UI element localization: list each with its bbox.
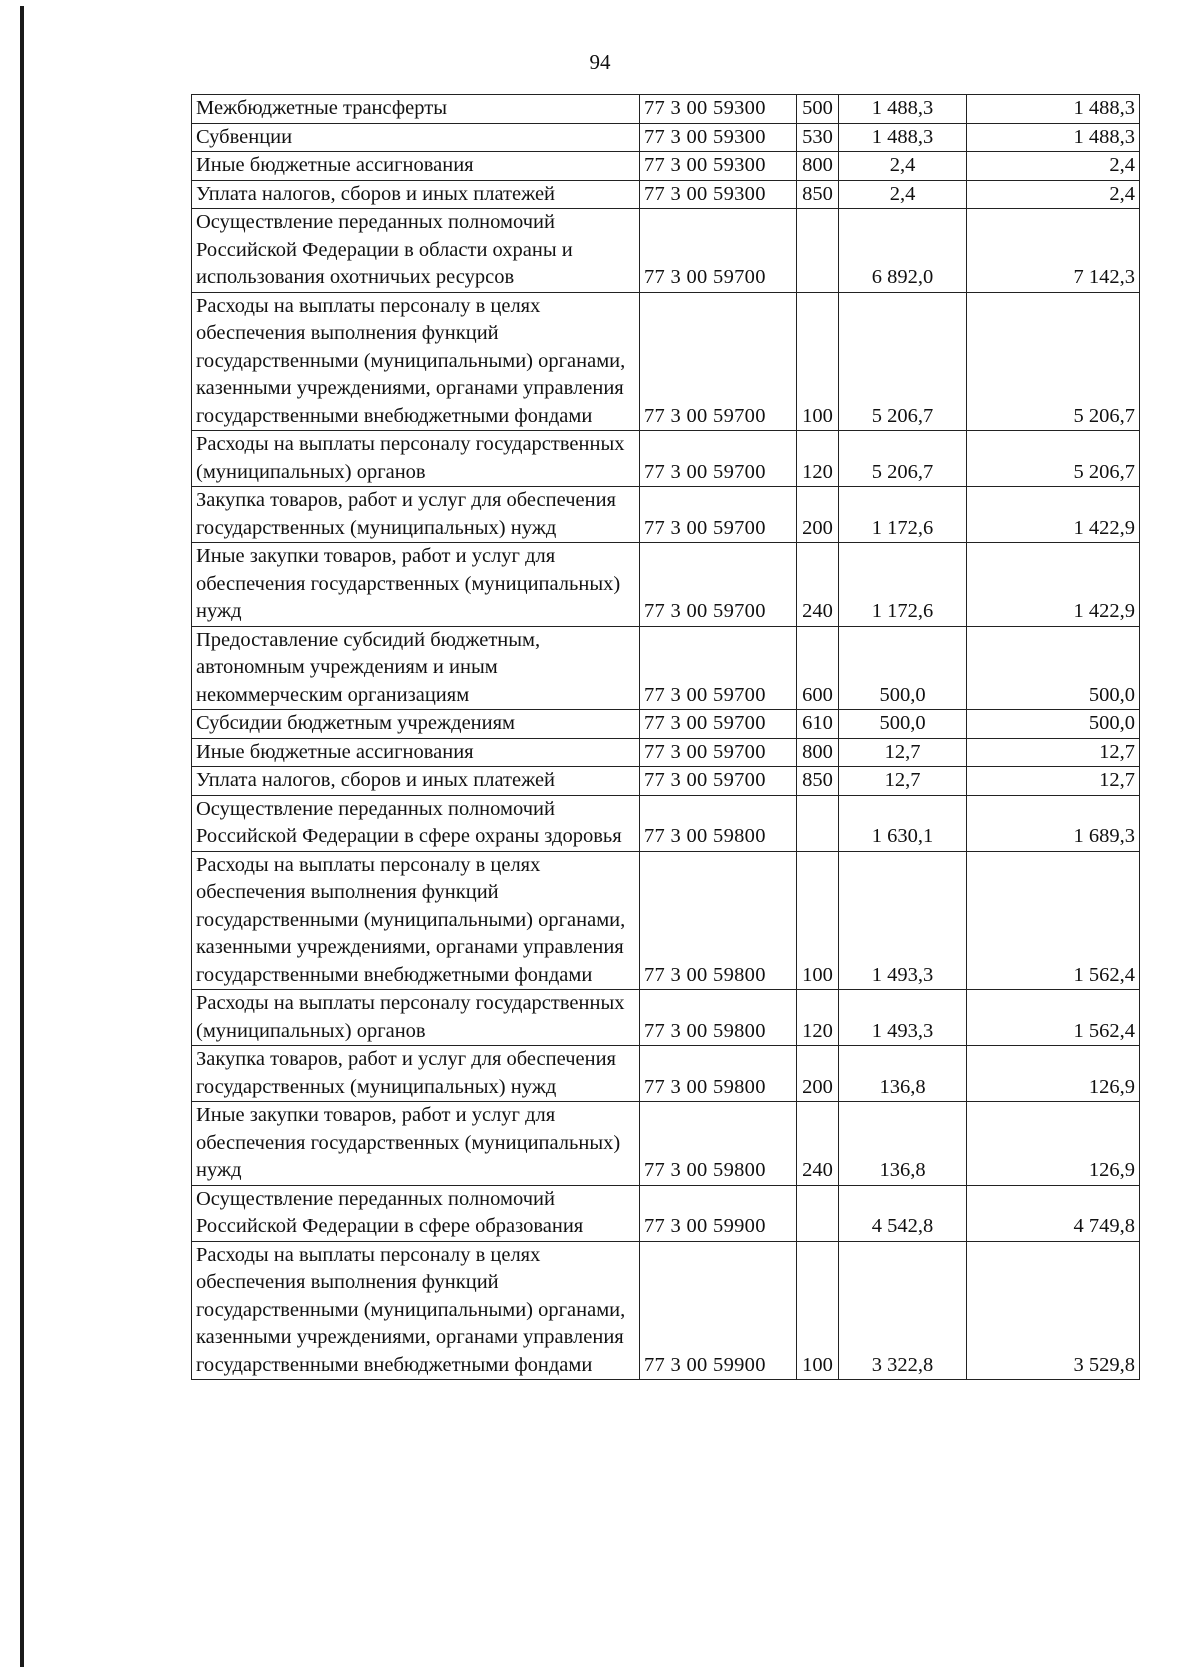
table-row bbox=[192, 1102, 1140, 1186]
row-code: 77 3 00 59300 bbox=[640, 95, 797, 124]
row-expense-type: 240 bbox=[797, 543, 839, 627]
table-row bbox=[192, 431, 1140, 487]
row-name: Уплата налогов, сборов и иных платежей bbox=[192, 180, 640, 209]
row-amount-year-2: 5 206,7 bbox=[967, 292, 1140, 431]
row-code: 77 3 00 59700 bbox=[640, 431, 797, 487]
row-amount-year-2: 1 689,3 bbox=[967, 795, 1140, 851]
table-row bbox=[192, 710, 1140, 739]
row-name: Субвенции bbox=[192, 123, 640, 152]
row-name: Закупка товаров, работ и услуг для обеспечения государственных (муниципальных) нужд bbox=[192, 487, 640, 543]
budget-table bbox=[191, 94, 1140, 1380]
row-amount-year-1: 1 493,3 bbox=[839, 851, 967, 990]
row-name: Расходы на выплаты персоналу в целях обеспечения выполнения функций государственными (муниципальными) органами, казенными учреждениями, органами управления государственными внебюджетными фондами bbox=[192, 1241, 640, 1380]
row-code: 77 3 00 59700 bbox=[640, 738, 797, 767]
row-name: Иные бюджетные ассигнования bbox=[192, 738, 640, 767]
row-amount-year-1: 136,8 bbox=[839, 1046, 967, 1102]
row-amount-year-1: 1 488,3 bbox=[839, 95, 967, 124]
row-code: 77 3 00 59300 bbox=[640, 123, 797, 152]
scan-edge-line bbox=[20, 6, 24, 1667]
row-expense-type: 240 bbox=[797, 1102, 839, 1186]
row-amount-year-2: 2,4 bbox=[967, 152, 1140, 181]
row-expense-type: 850 bbox=[797, 180, 839, 209]
row-code: 77 3 00 59800 bbox=[640, 990, 797, 1046]
row-expense-type: 500 bbox=[797, 95, 839, 124]
row-amount-year-2: 1 488,3 bbox=[967, 95, 1140, 124]
row-expense-type: 800 bbox=[797, 738, 839, 767]
row-amount-year-2: 500,0 bbox=[967, 626, 1140, 710]
row-code: 77 3 00 59800 bbox=[640, 1046, 797, 1102]
row-code: 77 3 00 59300 bbox=[640, 180, 797, 209]
row-name: Расходы на выплаты персоналу в целях обеспечения выполнения функций государственными (муниципальными) органами, казенными учреждениями, органами управления государственными внебюджетными фондами bbox=[192, 851, 640, 990]
row-expense-type bbox=[797, 209, 839, 293]
row-amount-year-2: 12,7 bbox=[967, 767, 1140, 796]
row-amount-year-2: 3 529,8 bbox=[967, 1241, 1140, 1380]
table-row bbox=[192, 292, 1140, 431]
row-amount-year-2: 126,9 bbox=[967, 1046, 1140, 1102]
row-expense-type bbox=[797, 795, 839, 851]
row-amount-year-1: 2,4 bbox=[839, 152, 967, 181]
row-code: 77 3 00 59800 bbox=[640, 1102, 797, 1186]
row-amount-year-2: 12,7 bbox=[967, 738, 1140, 767]
table-row bbox=[192, 851, 1140, 990]
row-amount-year-1: 12,7 bbox=[839, 738, 967, 767]
table-row bbox=[192, 543, 1140, 627]
row-expense-type: 200 bbox=[797, 1046, 839, 1102]
row-amount-year-1: 6 892,0 bbox=[839, 209, 967, 293]
row-name: Предоставление субсидий бюджетным, автономным учреждениям и иным некоммерческим организациям bbox=[192, 626, 640, 710]
row-amount-year-1: 500,0 bbox=[839, 710, 967, 739]
row-name: Осуществление переданных полномочий Российской Федерации в сфере образования bbox=[192, 1185, 640, 1241]
row-amount-year-1: 5 206,7 bbox=[839, 431, 967, 487]
row-amount-year-2: 126,9 bbox=[967, 1102, 1140, 1186]
row-expense-type: 120 bbox=[797, 990, 839, 1046]
row-amount-year-1: 136,8 bbox=[839, 1102, 967, 1186]
row-expense-type: 610 bbox=[797, 710, 839, 739]
row-code: 77 3 00 59700 bbox=[640, 626, 797, 710]
row-expense-type: 100 bbox=[797, 292, 839, 431]
row-name: Иные закупки товаров, работ и услуг для обеспечения государственных (муниципальных) нужд bbox=[192, 1102, 640, 1186]
row-amount-year-1: 1 630,1 bbox=[839, 795, 967, 851]
row-amount-year-1: 2,4 bbox=[839, 180, 967, 209]
table-row bbox=[192, 1185, 1140, 1241]
row-code: 77 3 00 59700 bbox=[640, 292, 797, 431]
row-amount-year-2: 500,0 bbox=[967, 710, 1140, 739]
row-amount-year-2: 1 562,4 bbox=[967, 851, 1140, 990]
row-expense-type: 600 bbox=[797, 626, 839, 710]
table-row bbox=[192, 123, 1140, 152]
table-row bbox=[192, 209, 1140, 293]
row-name: Осуществление переданных полномочий Российской Федерации в области охраны и использования охотничьих ресурсов bbox=[192, 209, 640, 293]
row-expense-type: 800 bbox=[797, 152, 839, 181]
table-row bbox=[192, 990, 1140, 1046]
table-row bbox=[192, 1046, 1140, 1102]
row-name: Осуществление переданных полномочий Российской Федерации в сфере охраны здоровья bbox=[192, 795, 640, 851]
table-row bbox=[192, 487, 1140, 543]
row-amount-year-1: 1 493,3 bbox=[839, 990, 967, 1046]
table-row bbox=[192, 738, 1140, 767]
row-code: 77 3 00 59300 bbox=[640, 152, 797, 181]
row-expense-type bbox=[797, 1185, 839, 1241]
table-row bbox=[192, 1241, 1140, 1380]
row-amount-year-2: 1 488,3 bbox=[967, 123, 1140, 152]
table-row bbox=[192, 180, 1140, 209]
row-amount-year-1: 12,7 bbox=[839, 767, 967, 796]
row-amount-year-2: 1 422,9 bbox=[967, 487, 1140, 543]
row-expense-type: 120 bbox=[797, 431, 839, 487]
table-row bbox=[192, 795, 1140, 851]
row-expense-type: 530 bbox=[797, 123, 839, 152]
row-amount-year-2: 7 142,3 bbox=[967, 209, 1140, 293]
row-expense-type: 850 bbox=[797, 767, 839, 796]
row-code: 77 3 00 59900 bbox=[640, 1241, 797, 1380]
table-row bbox=[192, 152, 1140, 181]
row-name: Иные закупки товаров, работ и услуг для обеспечения государственных (муниципальных) нужд bbox=[192, 543, 640, 627]
row-amount-year-2: 1 422,9 bbox=[967, 543, 1140, 627]
row-code: 77 3 00 59700 bbox=[640, 487, 797, 543]
table-row bbox=[192, 767, 1140, 796]
row-name: Иные бюджетные ассигнования bbox=[192, 152, 640, 181]
row-code: 77 3 00 59700 bbox=[640, 710, 797, 739]
row-amount-year-1: 3 322,8 bbox=[839, 1241, 967, 1380]
row-name: Субсидии бюджетным учреждениям bbox=[192, 710, 640, 739]
row-amount-year-1: 1 172,6 bbox=[839, 543, 967, 627]
row-code: 77 3 00 59700 bbox=[640, 209, 797, 293]
row-name: Расходы на выплаты персоналу в целях обеспечения выполнения функций государственными (муниципальными) органами, казенными учреждениями, органами управления государственными внебюджетными фондами bbox=[192, 292, 640, 431]
row-code: 77 3 00 59700 bbox=[640, 767, 797, 796]
row-name: Уплата налогов, сборов и иных платежей bbox=[192, 767, 640, 796]
row-code: 77 3 00 59800 bbox=[640, 851, 797, 990]
row-amount-year-1: 1 488,3 bbox=[839, 123, 967, 152]
page-number: 94 bbox=[589, 50, 611, 74]
row-amount-year-2: 5 206,7 bbox=[967, 431, 1140, 487]
row-code: 77 3 00 59700 bbox=[640, 543, 797, 627]
table-row bbox=[192, 95, 1140, 124]
row-amount-year-1: 1 172,6 bbox=[839, 487, 967, 543]
row-code: 77 3 00 59900 bbox=[640, 1185, 797, 1241]
row-expense-type: 100 bbox=[797, 851, 839, 990]
row-amount-year-2: 2,4 bbox=[967, 180, 1140, 209]
row-amount-year-2: 4 749,8 bbox=[967, 1185, 1140, 1241]
row-name: Расходы на выплаты персоналу государственных (муниципальных) органов bbox=[192, 431, 640, 487]
table-row bbox=[192, 626, 1140, 710]
row-amount-year-1: 5 206,7 bbox=[839, 292, 967, 431]
row-amount-year-2: 1 562,4 bbox=[967, 990, 1140, 1046]
row-expense-type: 100 bbox=[797, 1241, 839, 1380]
row-name: Закупка товаров, работ и услуг для обеспечения государственных (муниципальных) нужд bbox=[192, 1046, 640, 1102]
row-code: 77 3 00 59800 bbox=[640, 795, 797, 851]
row-name: Расходы на выплаты персоналу государственных (муниципальных) органов bbox=[192, 990, 640, 1046]
row-expense-type: 200 bbox=[797, 487, 839, 543]
budget-table-body bbox=[192, 95, 1140, 1380]
row-amount-year-1: 4 542,8 bbox=[839, 1185, 967, 1241]
row-name: Межбюджетные трансферты bbox=[192, 95, 640, 124]
row-amount-year-1: 500,0 bbox=[839, 626, 967, 710]
